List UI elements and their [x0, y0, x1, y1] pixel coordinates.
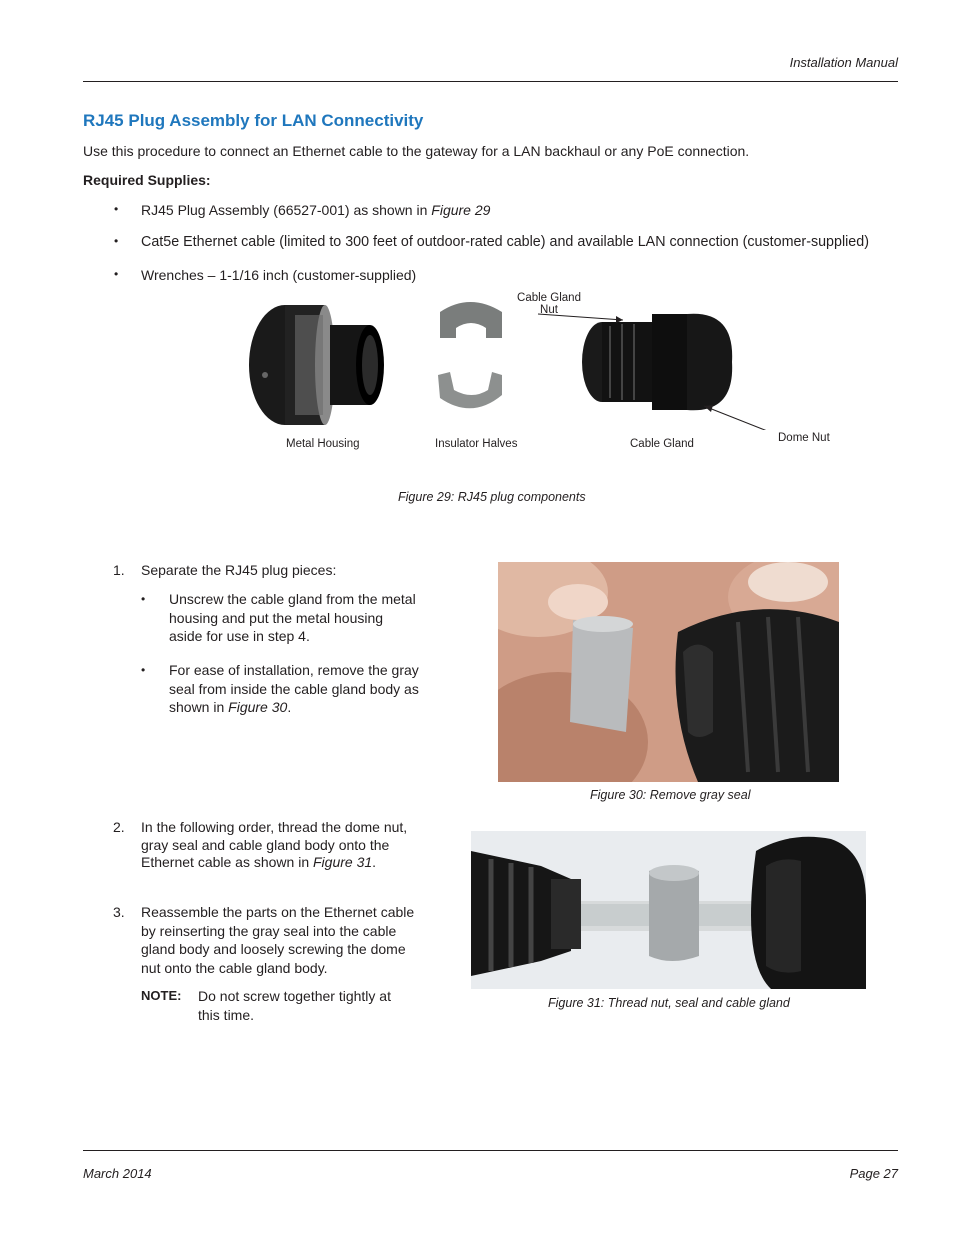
- supply-text: Wrenches – 1-1/16 inch (customer-supplied): [141, 267, 417, 283]
- figure-29-link[interactable]: Figure 29: [431, 202, 491, 218]
- figure-31-caption: Figure 31: Thread nut, seal and cable gland: [548, 996, 790, 1010]
- text-span: Ethernet cable as shown in: [141, 854, 313, 870]
- figure-30-photo: [498, 562, 839, 782]
- step-text: Separate the RJ45 plug pieces:: [141, 562, 337, 578]
- text-line: [169, 698, 419, 717]
- intro-paragraph: Use this procedure to connect an Ethernet cable to the gateway for a LAN backhaul or any PoE connection.: [83, 143, 750, 159]
- metal-housing-image: [249, 305, 384, 425]
- label-line: Cable Gland: [517, 292, 581, 304]
- text-line: Do not screw together tightly at: [198, 988, 391, 1004]
- bullet: •: [141, 663, 146, 677]
- footer-page-number: Page 27: [849, 1166, 898, 1181]
- supply-text: RJ45 Plug Assembly (66527-001) as shown in: [141, 202, 432, 218]
- bullet: •: [114, 234, 119, 248]
- note-label: NOTE:: [141, 988, 182, 1003]
- section-title: RJ45 Plug Assembly for LAN Connectivity: [83, 111, 424, 130]
- label-line: Nut: [540, 304, 558, 316]
- text-line: gland body and loosely screwing the dome: [141, 941, 406, 957]
- text-line: by reinserting the gray seal into the cable: [141, 922, 397, 939]
- note: [141, 987, 391, 1024]
- cable-gland-image: [582, 314, 732, 411]
- supply-item-wrenches: [114, 267, 417, 283]
- step-1-sub-2: [141, 661, 419, 717]
- supply-item-plug-assembly: [114, 202, 491, 218]
- text-line: nut onto the cable gland body.: [141, 959, 328, 976]
- text-line: In the following order, thread the dome nut,: [141, 819, 408, 835]
- manual-title: Installation Manual: [789, 55, 898, 70]
- label-cable-gland-nut: [517, 292, 581, 316]
- step-1-sub-1: [141, 590, 416, 646]
- text-span: shown in: [169, 699, 229, 715]
- text-line: Unscrew the cable gland from the metal: [169, 591, 416, 607]
- figure-31-link[interactable]: Figure 31: [313, 854, 373, 870]
- text-span: .: [287, 699, 292, 715]
- text-line: [141, 853, 407, 872]
- text-line: aside for use in step 4.: [169, 628, 310, 644]
- footer-date: March 2014: [83, 1166, 152, 1181]
- label-insulator-halves: Insulator Halves: [435, 438, 518, 450]
- supply-text: Cat5e Ethernet cable (limited to 300 feet of outdoor-rated cable) and available LAN connection (customer-supplied): [141, 234, 869, 250]
- bullet: •: [141, 592, 146, 606]
- step-1: [113, 561, 337, 580]
- label-cable-gland: Cable Gland: [630, 438, 694, 450]
- figure-30-caption: Figure 30: Remove gray seal: [590, 788, 751, 802]
- text-span: .: [372, 854, 377, 870]
- label-dome-nut: Dome Nut: [778, 432, 830, 444]
- label-metal-housing: Metal Housing: [286, 438, 360, 450]
- step-number: 1.: [113, 562, 125, 578]
- step-2: [113, 818, 408, 872]
- footer-rule: [83, 1150, 898, 1151]
- step-3: [113, 903, 415, 977]
- step-number: 2.: [113, 819, 125, 835]
- bullet: •: [114, 202, 119, 216]
- figure-29-caption: Figure 29: RJ45 plug components: [398, 490, 586, 504]
- insulator-halves-image: [438, 302, 502, 408]
- text-line: seal from inside the cable gland body as: [169, 680, 419, 697]
- text-line: For ease of installation, remove the gray: [169, 662, 419, 678]
- required-supplies-heading: Required Supplies:: [83, 172, 211, 188]
- text-line: gray seal and cable gland body onto the: [141, 836, 390, 853]
- bullet: •: [114, 267, 119, 281]
- figure-30-link[interactable]: Figure 30: [228, 699, 288, 715]
- text-line: Reassemble the parts on the Ethernet cable: [141, 904, 415, 920]
- text-line: housing and put the metal housing: [169, 609, 384, 626]
- text-line: this time.: [198, 1006, 255, 1023]
- figure-31-photo: [471, 831, 866, 989]
- supply-item-ethernet-cable: [114, 234, 869, 250]
- header-rule: [83, 81, 898, 82]
- step-number: 3.: [113, 904, 125, 920]
- leader-line-dome-nut: [704, 406, 780, 430]
